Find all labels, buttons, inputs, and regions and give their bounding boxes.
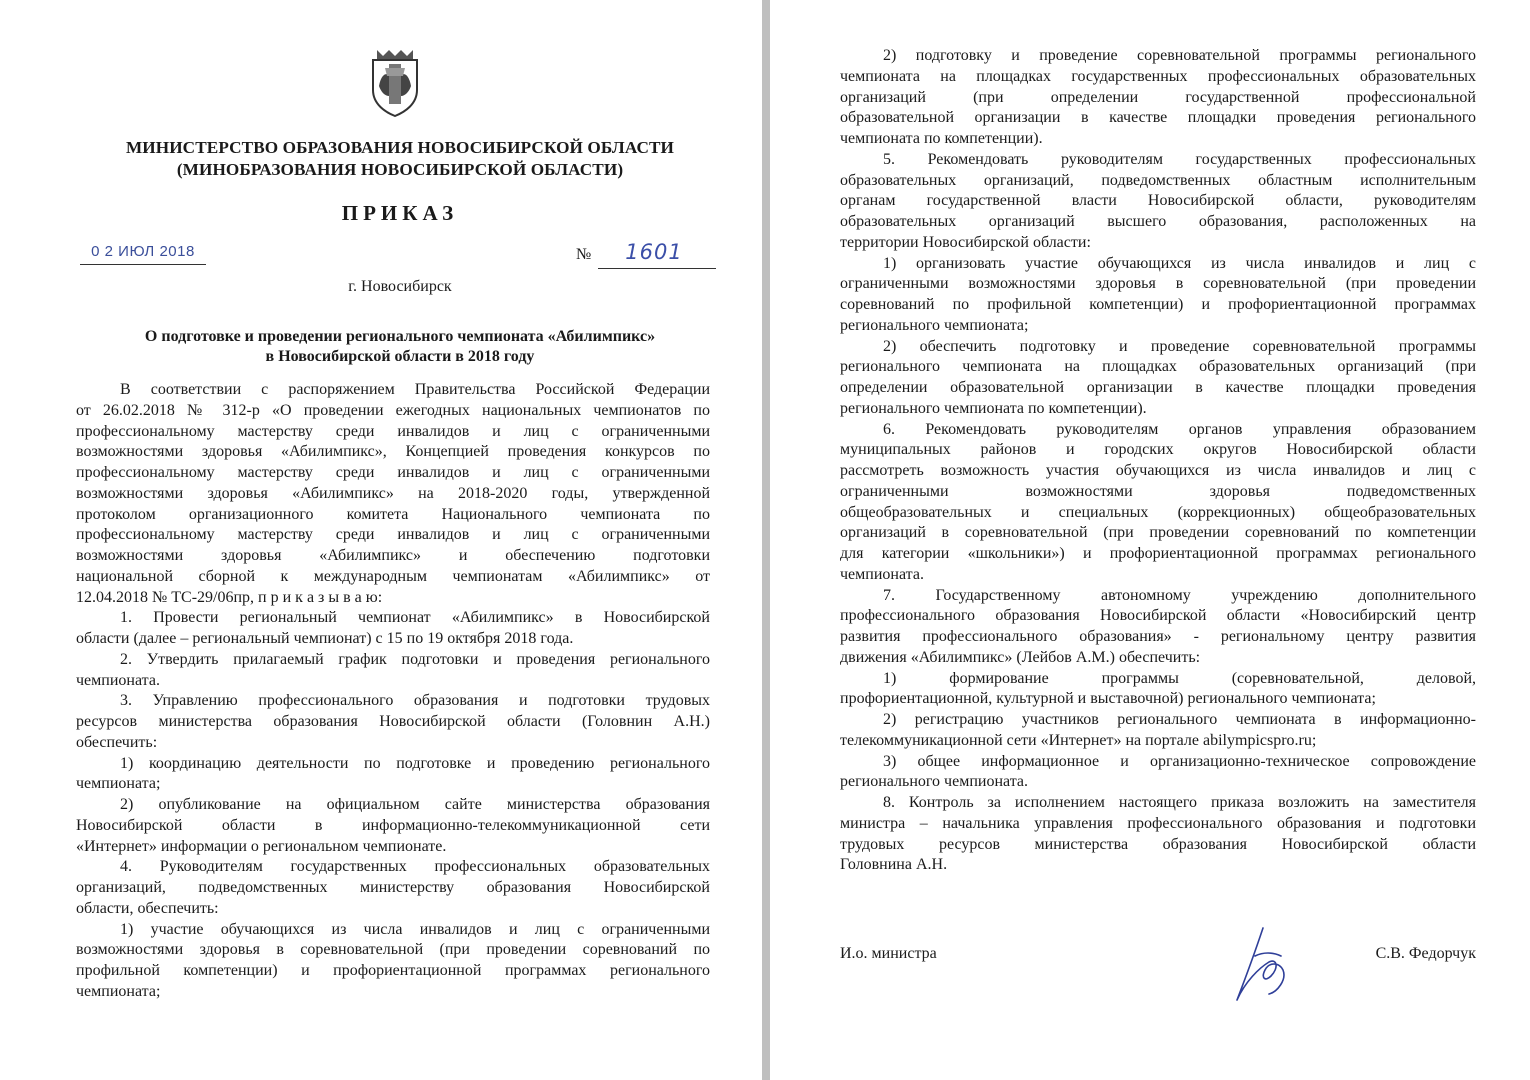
text-line: чемпионата; <box>76 775 161 793</box>
text-line: Головнина А.Н. <box>840 856 948 874</box>
text-line: министра – начальника управления профессионального образования и подготовки <box>840 814 1476 832</box>
text-line: чемпионата по компетенции). <box>840 130 1043 147</box>
text-line: протоколом организационного комитета Национального чемпионата по <box>76 505 710 523</box>
text-line: организаций, подведомственных министерству образования Новосибирской <box>76 879 710 896</box>
text-line: организаций в соревновательной (при проведении соревнований по компетенции <box>840 524 1476 542</box>
text-line: общеобразовательных и специальных (коррекционных) общеобразовательных <box>840 503 1476 521</box>
document-title-cont: в Новосибирской области в 2018 году <box>265 348 535 365</box>
text-line: профессиональному мастерству среди инвалидов и лиц с ограниченными <box>76 464 710 481</box>
text-line: трудовых ресурсов министерства образования Новосибирской области <box>840 835 1476 853</box>
text-line: чемпионата. <box>840 565 924 583</box>
text-line: ограниченными возможностями здоровья в соревновательной (при проведении <box>840 275 1476 293</box>
text-line: регионального чемпионата по компетенции). <box>840 399 1147 417</box>
city: г. Новосибирск <box>348 278 452 295</box>
text-line: для категории «школьники») и профориентационной программах регионального <box>840 545 1476 562</box>
text-line: профессионального образования Новосибирской области «Новосибирский центр <box>840 607 1476 625</box>
text-line: возможностями здоровья «Абилимпикс», Концепцией проведения конкурсов по <box>76 443 710 461</box>
text-line: 1) участие обучающихся из числа инвалидов и лиц с ограниченными <box>120 920 710 938</box>
number-sign: № <box>576 246 592 263</box>
text-line: возможностями здоровья в соревновательной (при проведении соревнований по <box>76 941 710 959</box>
text-line: В соответствии с распоряжением Правительства Российской Федерации <box>120 381 710 398</box>
coat-of-arms-icon <box>369 46 421 118</box>
text-line: профессиональному мастерству среди инвалидов и лиц с ограниченными <box>76 422 710 440</box>
text-line: 6. Рекомендовать руководителям органов управления образованием <box>883 420 1476 438</box>
text-line: чемпионата; <box>76 982 161 1000</box>
text-line: движения «Абилимпикс» (Лейбов А.М.) обеспечить: <box>840 648 1201 666</box>
text-line: 2) опубликование на официальном сайте министерства образования <box>120 796 710 813</box>
document-title: О подготовке и проведении регионального чемпионата «Абилимпикс» <box>144 328 656 345</box>
text-line: регионального чемпионата. <box>840 773 1028 791</box>
text-line: организаций (при определении государственной профессиональной <box>840 88 1476 106</box>
signature-icon <box>1225 922 1295 1012</box>
page-left <box>0 0 762 1080</box>
text-line: развития профессионального образования» - региональному центру развития <box>840 628 1476 645</box>
text-line: профессиональному мастерству среди инвалидов и лиц с ограниченными <box>76 526 710 544</box>
text-line: национальной сборной к международным чемпионатам «Абилимпикс» от <box>76 567 710 585</box>
text-line: 8. Контроль за исполнением настоящего приказа возложить на заместителя <box>883 794 1476 811</box>
text-line: чемпионата на площадках государственных профессиональных образовательных <box>840 67 1476 85</box>
text-line: образовательных организаций высшего образования, расположенных на <box>840 213 1476 230</box>
document-type: ПРИКАЗ <box>341 201 459 225</box>
order-number: 1601 <box>625 240 683 264</box>
text-line: чемпионата. <box>76 671 160 689</box>
text-line: возможностями здоровья «Абилимпикс» на 2018-2020 годы, утвержденной <box>76 484 710 502</box>
text-line: 5. Рекомендовать руководителям государственных профессиональных <box>883 150 1476 168</box>
text-line: 1) организовать участие обучающихся из числа инвалидов и лиц с <box>883 254 1476 272</box>
text-line: 2. Утвердить прилагаемый график подготовки и проведения регионального <box>120 650 710 668</box>
text-line: образовательной организации в качестве площадки проведения регионального <box>840 109 1476 127</box>
text-line: определении образовательной организации в качестве площадки проведения <box>840 379 1476 396</box>
signatory-title: И.о. министра <box>840 945 937 962</box>
text-line: 7. Государственному автономному учреждению дополнительного <box>883 586 1476 604</box>
text-line: территории Новосибирской области: <box>840 233 1091 251</box>
text-line: Новосибирской области в информационно-телекоммуникационной сети <box>76 816 710 834</box>
text-line: соревнований по профильной компетенции) и профориентационной программах <box>840 296 1476 313</box>
text-line: 2) обеспечить подготовку и проведение соревновательной программы <box>883 337 1476 355</box>
text-line: ограниченными возможностями здоровья подведомственных <box>840 482 1476 500</box>
text-line: ресурсов министерства образования Новосибирской области (Головнин А.Н.) <box>76 713 710 730</box>
text-line: области (далее – региональный чемпионат) с 15 по 19 октября 2018 года. <box>76 630 574 647</box>
text-line: муниципальных районов и городских округов Новосибирской области <box>840 441 1476 459</box>
text-line: области, обеспечить: <box>76 899 219 917</box>
text-line: возможностями здоровья «Абилимпикс» и обеспечению подготовки <box>76 547 710 564</box>
text-line: 1) формирование программы (соревновательной, деловой, <box>883 669 1476 687</box>
text-line: 3. Управлению профессионального образования и подготовки трудовых <box>120 692 710 710</box>
text-line: 1. Провести региональный чемпионат «Абилимпикс» в Новосибирской <box>120 609 710 627</box>
page-right <box>770 0 1530 1080</box>
text-line: регионального чемпионата на площадках образовательных организаций (при <box>840 358 1476 376</box>
ministry-name: МИНИСТЕРСТВО ОБРАЗОВАНИЯ НОВОСИБИРСКОЙ ОБЛАСТИ <box>125 138 675 157</box>
signatory-name: С.В. Федорчук <box>1375 945 1476 962</box>
text-line: от 26.02.2018 № 312-р «О проведении ежегодных национальных чемпионатов по <box>76 401 710 419</box>
text-line: образовательных организаций, подведомственных областным исполнительным <box>840 171 1476 189</box>
text-line: телекоммуникационной сети «Интернет» на портале abilympicspro.ru; <box>840 731 1317 749</box>
text-line: 2) подготовку и проведение соревновательной программы регионального <box>883 47 1476 64</box>
text-line: профильной компетенции) и профориентационной программах регионального <box>76 962 710 979</box>
text-line: регионального чемпионата; <box>840 316 1029 334</box>
text-line: 3) общее информационное и организационно-техническое сопровождение <box>883 752 1476 770</box>
text-line: органам государственной власти Новосибирской области, руководителям <box>840 192 1476 210</box>
text-line: обеспечить: <box>76 733 158 751</box>
ministry-short-name: (МИНОБРАЗОВАНИЯ НОВОСИБИРСКОЙ ОБЛАСТИ) <box>176 160 624 179</box>
date-stamp: 0 2 ИЮЛ 2018 <box>80 240 206 265</box>
text-line: 4. Руководителям государственных профессиональных образовательных <box>120 858 710 876</box>
text-line: 2) регистрацию участников регионального чемпионата в информационно- <box>883 711 1476 728</box>
text-line: профориентационной, культурной и выставочной) регионального чемпионата; <box>840 690 1376 708</box>
text-line: рассмотреть возможность участия обучающихся из числа инвалидов и лиц с <box>840 462 1476 479</box>
text-line: «Интернет» информации о региональном чемпионате. <box>76 837 447 855</box>
text-line: 1) координацию деятельности по подготовке и проведению регионального <box>120 754 710 772</box>
text-line: 12.04.2018 № ТС-29/06пр, п р и к а з ы в а ю: <box>76 588 383 606</box>
